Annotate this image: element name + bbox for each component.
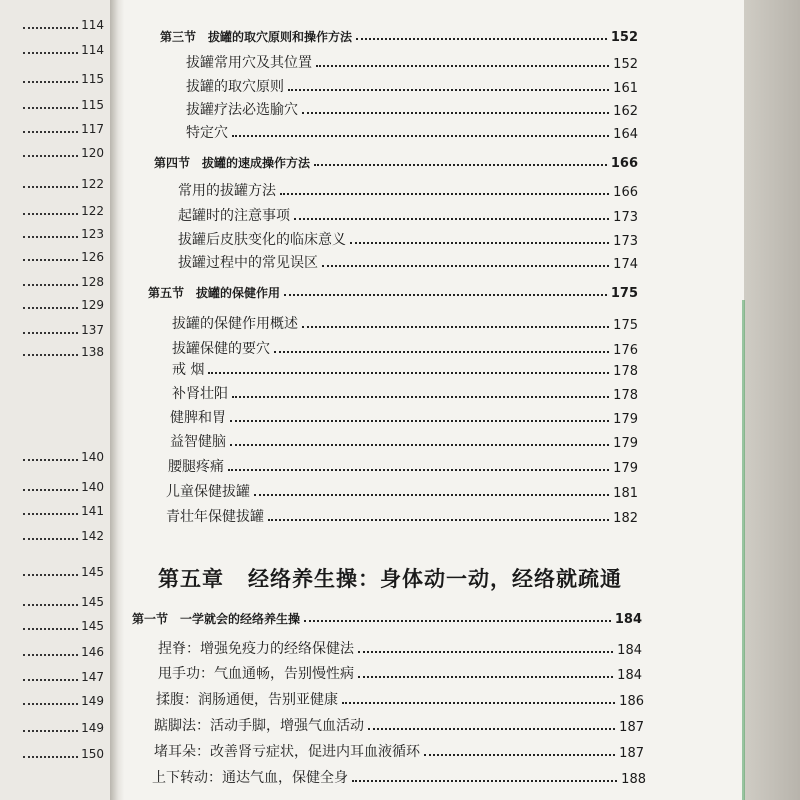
left-page-entry: 126 xyxy=(23,250,104,264)
left-page-entry: 145 xyxy=(23,565,104,579)
background-surface xyxy=(744,0,800,800)
left-page-entry: 140 xyxy=(23,450,104,464)
left-page-entry: 142 xyxy=(23,529,104,543)
left-page-entry: 146 xyxy=(23,645,104,659)
left-page-entry: 129 xyxy=(23,298,104,312)
toc-entry: 戒 烟 178 xyxy=(172,362,638,379)
left-page-entry: 149 xyxy=(23,694,104,708)
toc-section-heading: 第一节 一学就会的经络养生操 184 xyxy=(132,612,642,627)
toc-entry: 甩手功：气血通畅，告别慢性病 184 xyxy=(158,666,642,683)
left-page-entry: 122 xyxy=(23,204,104,218)
toc-entry: 起罐时的注意事项 173 xyxy=(178,208,638,225)
chapter-title: 经络养生操：身体动一动，经络就疏通 xyxy=(248,567,622,591)
book-spine xyxy=(110,0,124,800)
toc-entry: 青壮年保健拔罐 182 xyxy=(166,509,638,526)
toc-entry: 拔罐常用穴及其位置 152 xyxy=(186,55,638,72)
toc-entry: 拔罐的保健作用概述 175 xyxy=(172,316,638,333)
page-edge xyxy=(742,300,745,800)
toc-section-heading: 第四节 拔罐的速成操作方法 166 xyxy=(154,156,638,171)
toc-entry: 特定穴 164 xyxy=(186,125,638,142)
toc-entry: 上下转动：通达气血，保健全身 188 xyxy=(152,770,646,787)
left-page-entry: 137 xyxy=(23,323,104,337)
left-page-entry: 114 xyxy=(23,18,104,32)
toc-entry: 拔罐过程中的常见误区 174 xyxy=(178,255,638,272)
left-page-entry: 115 xyxy=(23,98,104,112)
left-page-entry: 122 xyxy=(23,177,104,191)
left-page-entry: 114 xyxy=(23,43,104,57)
toc-entry: 拔罐保健的要穴 176 xyxy=(172,341,638,358)
toc-entry: 健脾和胃 179 xyxy=(170,410,638,427)
left-page-entry: 123 xyxy=(23,227,104,241)
left-page-entry: 128 xyxy=(23,275,104,289)
left-page-entry: 120 xyxy=(23,146,104,160)
toc-section-heading: 第五节 拔罐的保健作用 175 xyxy=(148,286,638,301)
left-page-entry: 138 xyxy=(23,345,104,359)
left-page-entry: 115 xyxy=(23,72,104,86)
left-page-entry: 145 xyxy=(23,619,104,633)
left-page xyxy=(0,0,110,800)
toc-entry: 儿童保健拔罐 181 xyxy=(166,484,638,501)
toc-entry: 捏脊：增强免疫力的经络保健法 184 xyxy=(158,641,642,658)
toc-entry: 堵耳朵：改善肾亏症状，促进内耳血液循环 187 xyxy=(154,744,644,761)
toc-entry: 腰腿疼痛 179 xyxy=(168,459,638,476)
left-page-entry: 140 xyxy=(23,480,104,494)
toc-entry: 拔罐后皮肤变化的临床意义 173 xyxy=(178,232,638,249)
toc-entry: 益智健脑 179 xyxy=(170,434,638,451)
left-page-entry: 147 xyxy=(23,670,104,684)
toc-entry: 拔罐疗法必选腧穴 162 xyxy=(186,102,638,119)
toc-entry: 常用的拔罐方法 166 xyxy=(178,183,638,200)
left-page-entry: 145 xyxy=(23,595,104,609)
toc-section-heading: 第三节 拔罐的取穴原则和操作方法 152 xyxy=(160,30,638,45)
toc-entry: 揉腹：润肠通便，告别亚健康 186 xyxy=(156,692,644,709)
toc-entry: 补肾壮阳 178 xyxy=(172,386,638,403)
left-page-entry: 149 xyxy=(23,721,104,735)
left-page-entry: 150 xyxy=(23,747,104,761)
chapter-number: 第五章 xyxy=(158,567,224,591)
left-page-entry: 141 xyxy=(23,504,104,518)
toc-entry: 踮脚法：活动手脚，增强气血活动 187 xyxy=(154,718,644,735)
chapter-heading xyxy=(158,563,622,593)
toc-entry: 拔罐的取穴原则 161 xyxy=(186,79,638,96)
left-page-entry: 117 xyxy=(23,122,104,136)
